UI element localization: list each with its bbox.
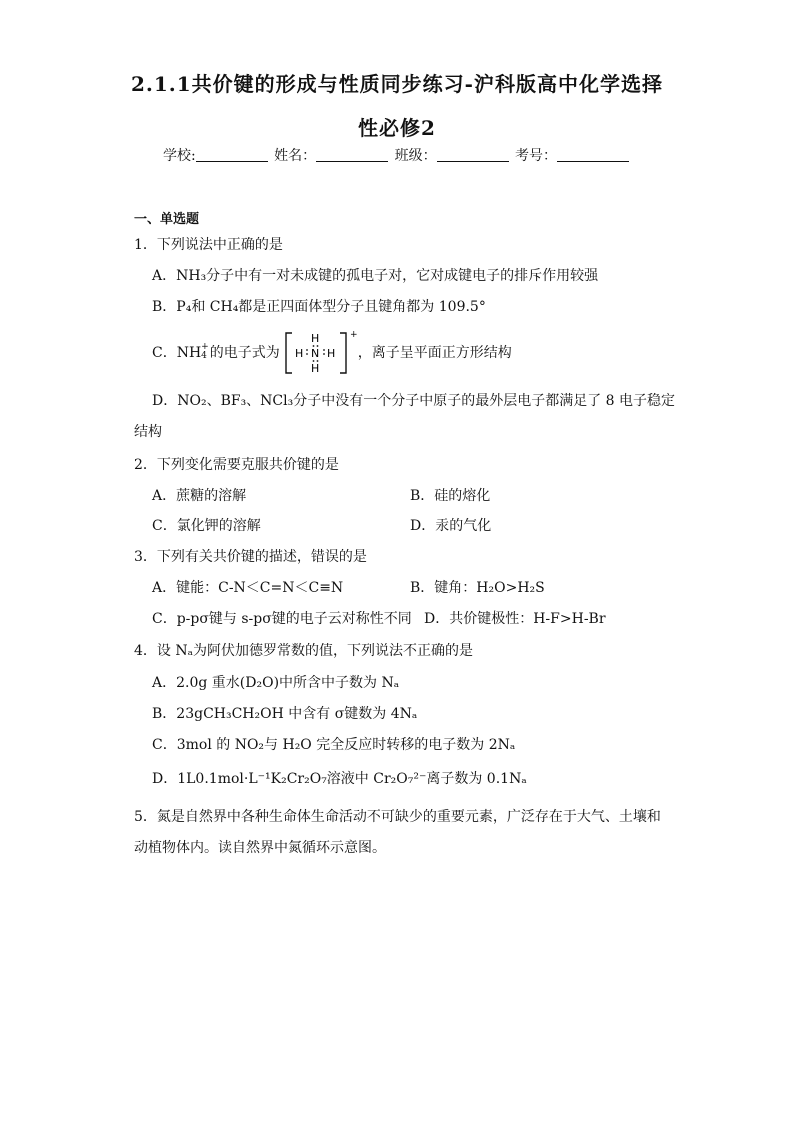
q4-stem: 4．设 Nₐ为阿伏加德罗常数的值，下列说法不正确的是 (134, 643, 474, 659)
exam-no-label: 考号： (515, 148, 558, 164)
q1-stem: 1．下列说法中正确的是 (134, 237, 283, 253)
q5-line-2: 动植物体内。读自然界中氮循环示意图。 (134, 840, 386, 856)
school-label: 学校: (162, 148, 196, 164)
q4-option-d: D．1L0.1mol·L⁻¹K₂Cr₂O₇溶液中 Cr₂O₇²⁻离子数为 0.1Nₐ (152, 771, 527, 787)
q1-c-sup: + (201, 342, 209, 352)
q3-option-d: D．共价键极性：H-F>H-Br (424, 611, 606, 627)
q2-option-a: A．蔗糖的溶解 (152, 488, 247, 504)
q2-option-c: C．氯化钾的溶解 (152, 518, 261, 534)
lewis-h-right: H (326, 347, 335, 360)
q1-c-mid: 的电子式为 (209, 345, 280, 361)
q4-option-c: C．3mol 的 NO₂与 H₂O 完全反应时转移的电子数为 2Nₐ (152, 737, 516, 753)
class-label: 班级： (394, 148, 437, 164)
class-blank (437, 147, 509, 162)
q1-option-a: A．NH₃分子中有一对未成键的孤电子对，它对成键电子的排斥作用较强 (152, 268, 599, 284)
lewis-h-bottom: H (310, 362, 319, 375)
q1-c-suffix: ，离子呈平面正方形结构 (357, 345, 512, 361)
section-heading: 一、单选题 (134, 212, 200, 227)
name-blank (316, 147, 388, 162)
q3-option-c: C．p-pσ键与 s-pσ键的电子云对称性不同 (152, 611, 412, 627)
q2-option-d: D．汞的气化 (410, 518, 492, 534)
q2-stem: 2．下列变化需要克服共价键的是 (134, 457, 339, 473)
q3-stem: 3．下列有关共价键的描述，错误的是 (134, 549, 367, 565)
q1-option-d-line1: D．NO₂、BF₃、NCl₃分子中没有一个分子中原子的最外层电子都满足了 8 电子稳定 (152, 393, 676, 409)
exam-no-blank (557, 147, 629, 162)
q3-option-a: A．键能：C-N＜C=N＜C≡N (152, 580, 344, 596)
q2-option-b: B．硅的熔化 (410, 488, 491, 504)
student-info (0, 145, 794, 165)
lewis-h-top: H (310, 332, 319, 345)
q1-option-b: B．P₄和 CH₄都是正四面体型分子且键角都为 109.5° (152, 299, 486, 315)
lewis-charge: + (349, 330, 358, 340)
lewis-n: N (310, 347, 319, 360)
q3-option-b: B．键角：H₂O>H₂S (410, 580, 545, 596)
title-line-1: 2.1.1共价键的形成与性质同步练习-沪科版高中化学选择 (131, 72, 663, 96)
q4-option-a: A．2.0g 重水(D₂O)中所含中子数为 Nₐ (152, 675, 400, 691)
ammonium-lewis-structure (282, 327, 356, 377)
q1-c-prefix: C．NH (152, 345, 202, 361)
q1-option-d-line2: 结构 (134, 424, 162, 440)
q5-line-1: 5．氮是自然界中各种生命体生命活动不可缺少的重要元素，广泛存在于大气、土壤和 (134, 809, 661, 825)
school-blank (196, 147, 268, 162)
name-label: 姓名： (274, 148, 317, 164)
q4-option-b: B．23gCH₃CH₂OH 中含有 σ键数为 4Nₐ (152, 706, 418, 722)
lewis-h-left: H (294, 347, 303, 360)
q1-option-c (152, 327, 512, 377)
q1-c-sub: 4 (201, 351, 207, 361)
title-line-2: 性必修2 (358, 116, 436, 140)
